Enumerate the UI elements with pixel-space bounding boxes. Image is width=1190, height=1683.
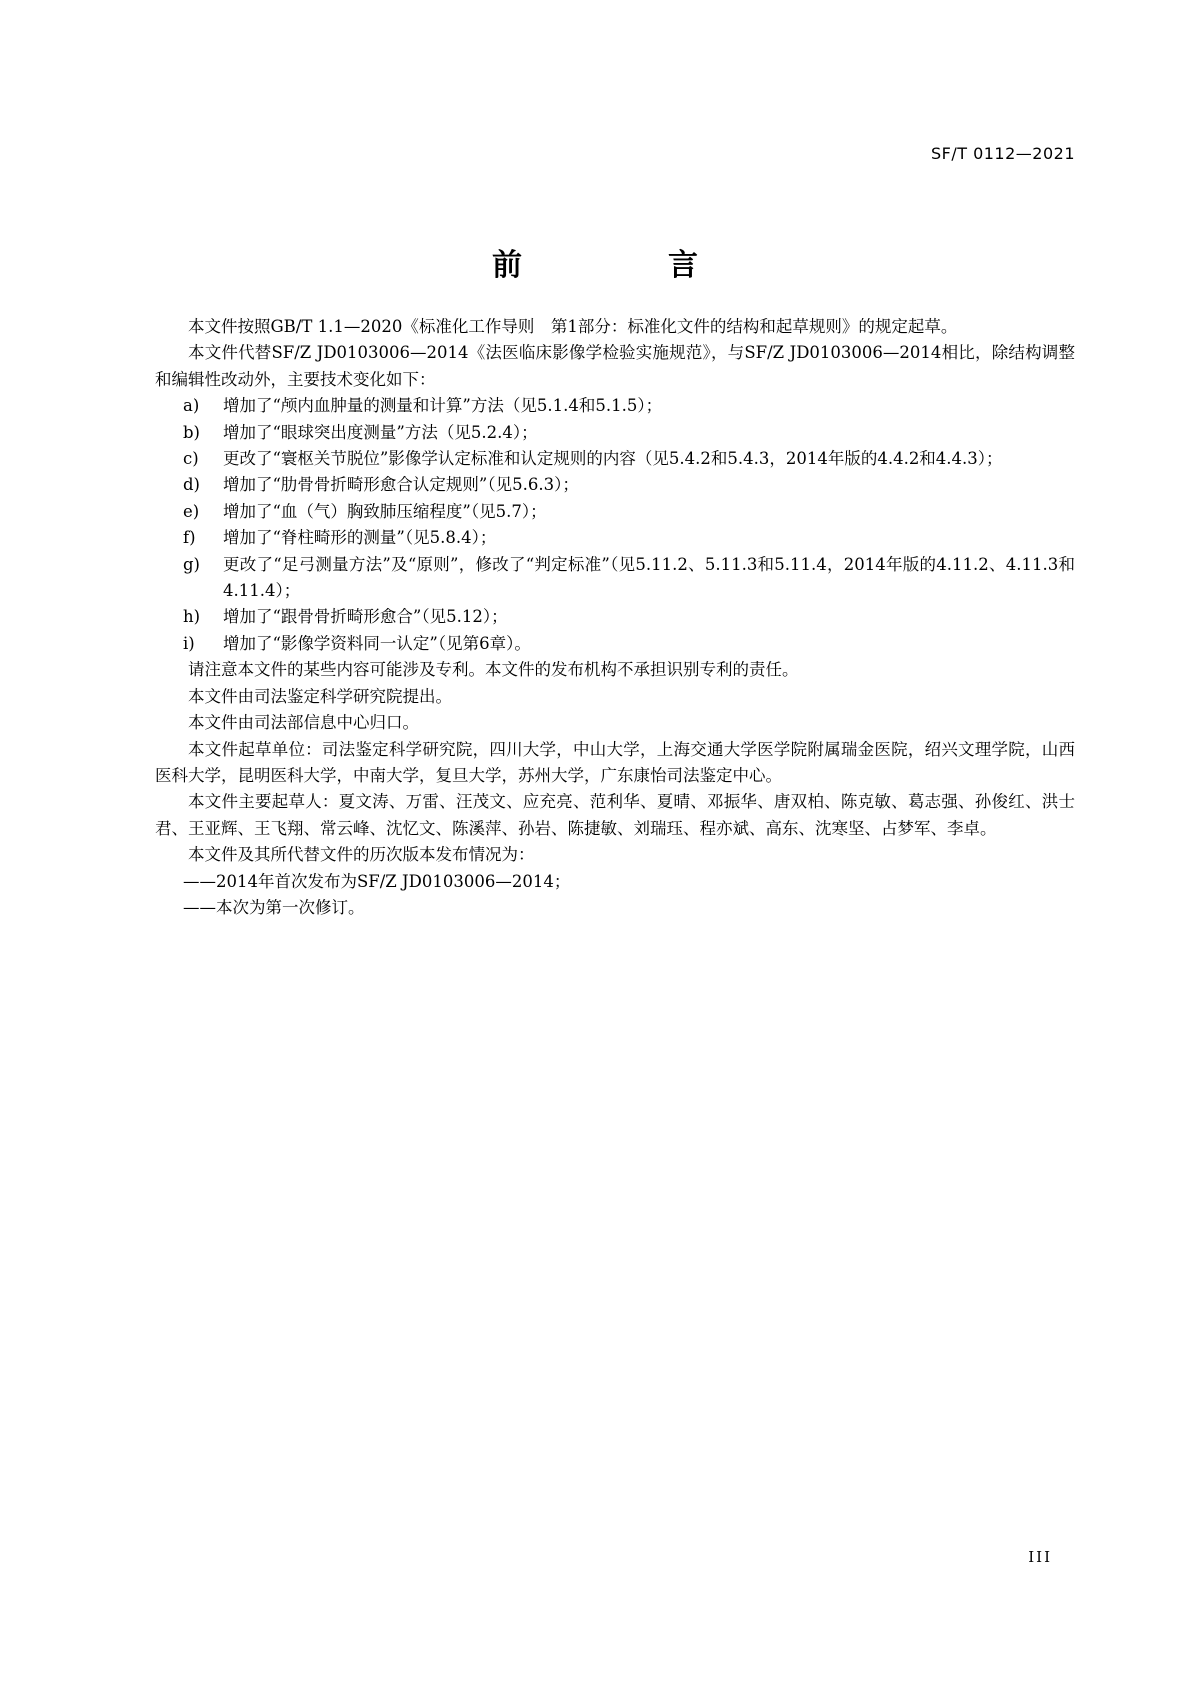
document-body xyxy=(155,314,1075,921)
list-label: a) xyxy=(183,396,200,416)
page-number: III xyxy=(1028,1548,1052,1566)
list-text: 增加了“眼球突出度测量”方法（见5.2.4）； xyxy=(223,422,538,442)
list-text: 更改了“寰枢关节脱位”影像学认定标准和认定规则的内容（见5.4.2和5.4.3，2014年版的4.4.2和4.4.3）； xyxy=(223,449,1003,469)
list-item xyxy=(155,525,1075,551)
list-label: b) xyxy=(183,422,200,442)
list-label: h) xyxy=(183,607,201,627)
list-text: 增加了“血（气）胸致肺压缩程度”（见5.7）； xyxy=(223,501,547,521)
list-text: 更改了“足弓测量方法”及“原则”，修改了“判定标准”（见5.11.2、5.11.3和5.11.4，2014年版的4.11.2、4.11.3和4.11.4）； xyxy=(223,554,1075,601)
history-item: ——本次为第一次修订。 xyxy=(183,897,365,917)
document-code: SF/T 0112—2021 xyxy=(930,144,1075,163)
list-item xyxy=(155,604,1075,630)
list-item xyxy=(155,420,1075,446)
paragraph-administrator: 本文件由司法部信息中心归口。 xyxy=(188,713,419,733)
paragraph-history-intro: 本文件及其所代替文件的历次版本发布情况为： xyxy=(188,845,535,865)
list-text: 增加了“影像学资料同一认定”（见第6章）。 xyxy=(223,633,531,653)
list-label: g) xyxy=(183,554,200,574)
paragraph-drafting-units: 本文件起草单位：司法鉴定科学研究院，四川大学，中山大学，上海交通大学医学院附属瑞金医院，绍兴文理学院，山西医科大学，昆明医科大学，中南大学，复旦大学，苏州大学，广东康怡司法鉴定中心。 xyxy=(155,739,1075,785)
paragraph-replaces: 本文件代替SF/Z JD0103006—2014《法医临床影像学检验实施规范》，与SF/Z JD0103006—2014相比，除结构调整和编辑性改动外，主要技术变化如下： xyxy=(155,343,1075,389)
list-text: 增加了“脊柱畸形的测量”（见5.8.4）； xyxy=(223,528,497,548)
list-text: 增加了“肋骨骨折畸形愈合认定规则”（见5.6.3）； xyxy=(223,475,579,495)
changes-list xyxy=(155,393,1075,657)
list-item xyxy=(155,552,1075,605)
paragraph-drafting-basis: 本文件按照GB/T 1.1—2020《标准化工作导则 第1部分：标准化文件的结构和起草规则》的规定起草。 xyxy=(188,317,958,336)
list-item xyxy=(155,393,1075,419)
list-item xyxy=(155,446,1075,472)
list-label: d) xyxy=(183,475,200,495)
list-label: f) xyxy=(183,528,196,548)
list-text: 增加了“颅内血肿量的测量和计算”方法（见5.1.4和5.1.5）； xyxy=(223,396,663,416)
list-text: 增加了“跟骨骨折畸形愈合”（见5.12）； xyxy=(223,607,508,627)
page-title: 前 言 xyxy=(492,248,756,283)
paragraph-drafters: 本文件主要起草人：夏文涛、万雷、汪茂文、应充亮、范利华、夏晴、邓振华、唐双柏、陈克敏、葛志强、孙俊红、洪士君、王亚辉、王飞翔、常云峰、沈忆文、陈溪萍、孙岩、陈捷敏、刘瑞珏、程亦斌、高东、沈寒坚、占梦军、李卓。 xyxy=(155,792,1075,838)
list-item xyxy=(155,472,1075,498)
list-label: c) xyxy=(183,449,199,469)
history-item: ——2014年首次发布为SF/Z JD0103006—2014； xyxy=(183,871,571,891)
list-label: e) xyxy=(183,501,200,521)
paragraph-proposer: 本文件由司法鉴定科学研究院提出。 xyxy=(188,686,452,706)
paragraph-patent-notice: 请注意本文件的某些内容可能涉及专利。本文件的发布机构不承担识别专利的责任。 xyxy=(188,660,799,680)
list-item xyxy=(155,499,1075,525)
list-label: i) xyxy=(183,633,195,653)
list-item xyxy=(155,631,1075,657)
